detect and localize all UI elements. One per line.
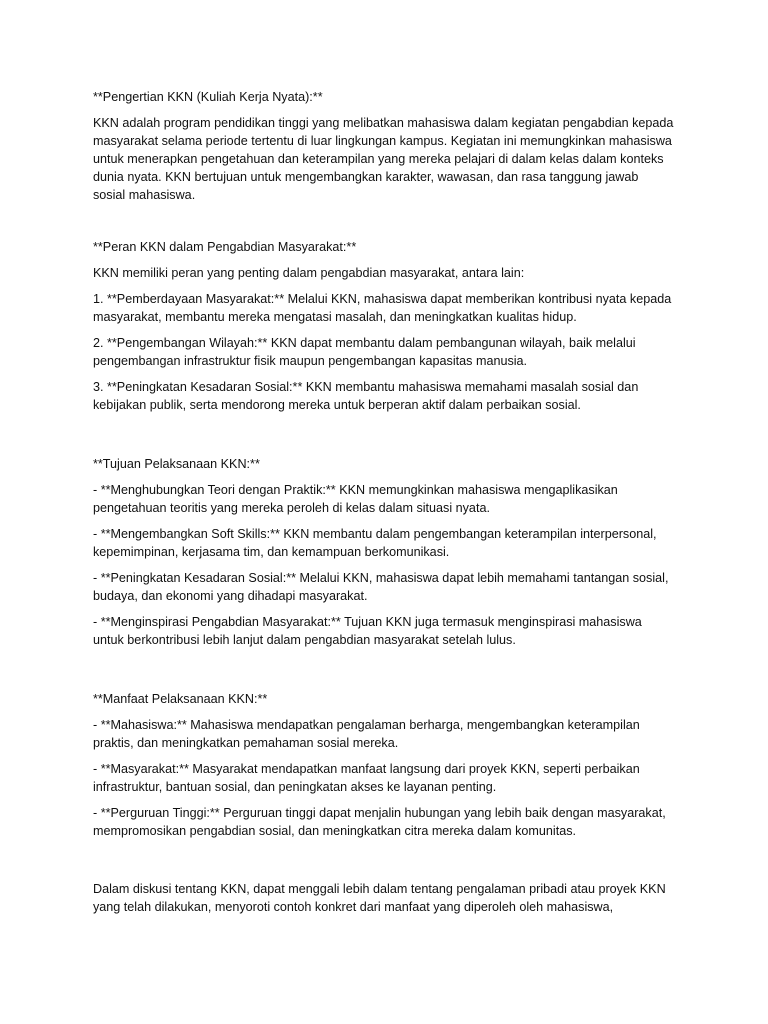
section-manfaat: [93, 690, 674, 840]
list-item: 3. **Peningkatan Kesadaran Sosial:** KKN membantu mahasiswa memahami masalah sosial dan kebijakan publik, serta mendorong mereka untuk berperan aktif dalam perbaikan sosial.: [93, 380, 639, 412]
section-heading: **Tujuan Pelaksanaan KKN:**: [93, 457, 260, 471]
paragraph: KKN adalah program pendidikan tinggi yang melibatkan mahasiswa dalam kegiatan pengabdian kepada masyarakat selama periode tertentu di luar lingkungan kampus. Kegiatan ini memungkinkan mahasiswa untuk menerapkan pengetahuan dan keterampilan yang mereka pelajari di dalam kelas dalam konteks dunia nyata. KKN bertujuan untuk mengembangkan karakter, wawasan, dan rasa tanggung jawab sosial mahasiswa.: [93, 116, 674, 202]
section-pengertian: [93, 88, 674, 204]
section-peran: [93, 238, 674, 414]
list-item: - **Perguruan Tinggi:** Perguruan tinggi dapat menjalin hubungan yang lebih baik dengan masyarakat, mempromosikan pengabdian sosial, dan meningkatkan citra mereka dalam komunitas.: [93, 806, 666, 838]
list-item: 1. **Pemberdayaan Masyarakat:** Melalui KKN, mahasiswa dapat memberikan kontribusi nyata kepada masyarakat, membantu mereka mengatasi masalah, dan meningkatkan kualitas hidup.: [93, 292, 672, 324]
section-heading: **Manfaat Pelaksanaan KKN:**: [93, 692, 268, 706]
list-item: - **Peningkatan Kesadaran Sosial:** Melalui KKN, mahasiswa dapat lebih memahami tantangan sosial, budaya, dan ekonomi yang dihadapi masyarakat.: [93, 571, 669, 603]
list-item: - **Mahasiswa:** Mahasiswa mendapatkan pengalaman berharga, mengembangkan keterampilan praktis, dan meningkatkan pemahaman sosial mereka.: [93, 718, 640, 750]
list-item: - **Mengembangkan Soft Skills:** KKN membantu dalam pengembangan keterampilan interpersonal, kepemimpinan, kerjasama tim, dan kemampuan berkomunikasi.: [93, 527, 657, 559]
section-closing: [93, 880, 674, 916]
section-tujuan: [93, 455, 674, 649]
section-heading: **Peran KKN dalam Pengabdian Masyarakat:**: [93, 240, 357, 254]
list-item: 2. **Pengembangan Wilayah:** KKN dapat membantu dalam pembangunan wilayah, baik melalui pengembangan infrastruktur fisik maupun pengembangan kapasitas manusia.: [93, 336, 636, 368]
section-heading: **Pengertian KKN (Kuliah Kerja Nyata):**: [93, 90, 323, 104]
paragraph: Dalam diskusi tentang KKN, dapat menggali lebih dalam tentang pengalaman pribadi atau proyek KKN yang telah dilakukan, menyoroti contoh konkret dari manfaat yang diperoleh oleh mahasiswa,: [93, 882, 666, 914]
paragraph: KKN memiliki peran yang penting dalam pengabdian masyarakat, antara lain:: [93, 266, 525, 280]
list-item: - **Masyarakat:** Masyarakat mendapatkan manfaat langsung dari proyek KKN, seperti perbaikan infrastruktur, bantuan sosial, dan peningkatan akses ke layanan penting.: [93, 762, 640, 794]
list-item: - **Menghubungkan Teori dengan Praktik:** KKN memungkinkan mahasiswa mengaplikasikan pengetahuan teoritis yang mereka peroleh di kelas dalam situasi nyata.: [93, 483, 618, 515]
list-item: - **Menginspirasi Pengabdian Masyarakat:** Tujuan KKN juga termasuk menginspirasi mahasiswa untuk berkontribusi lebih lanjut dalam pengabdian masyarakat setelah lulus.: [93, 615, 642, 647]
